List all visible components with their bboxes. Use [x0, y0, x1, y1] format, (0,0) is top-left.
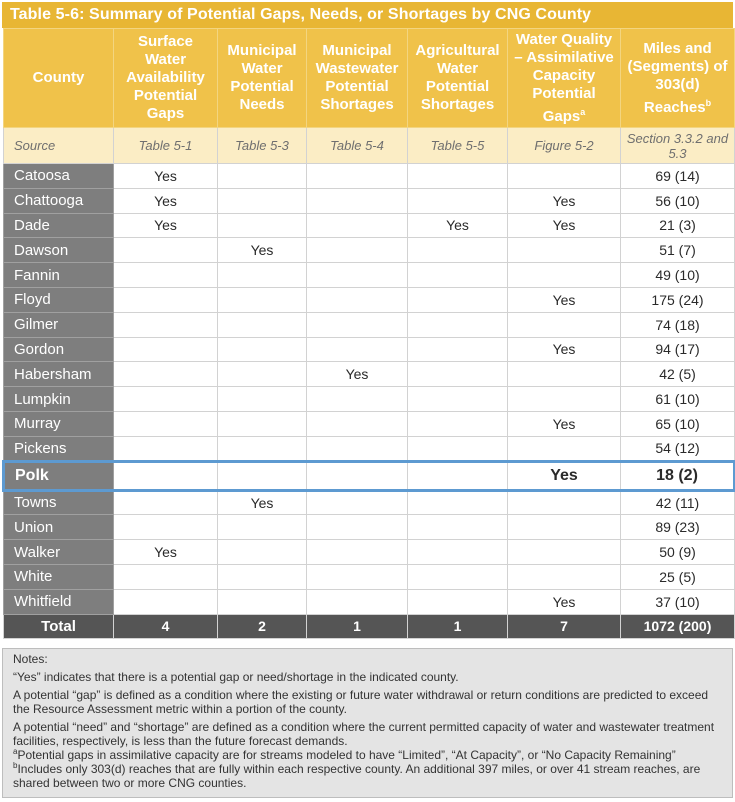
agricultural-cell: [408, 564, 508, 589]
county-name: Towns: [4, 490, 114, 515]
municipal-water-cell: [218, 337, 307, 362]
miles-segments-cell: 65 (10): [621, 411, 735, 436]
surface-water-cell: Yes: [114, 164, 218, 189]
county-name: Dade: [4, 213, 114, 238]
municipal-water-cell: [218, 312, 307, 337]
miles-segments-cell: 51 (7): [621, 238, 735, 263]
table-row: [4, 238, 735, 263]
header-row: [4, 29, 735, 128]
header-agricultural-water: Agricultural Water Potential Shortages: [408, 29, 508, 128]
wastewater-cell: [307, 564, 408, 589]
wastewater-cell: [307, 589, 408, 614]
total-cell: 2: [218, 614, 307, 638]
surface-water-cell: Yes: [114, 188, 218, 213]
water-quality-cell: [508, 436, 621, 461]
county-name: Murray: [4, 411, 114, 436]
miles-segments-cell: 18 (2): [621, 461, 735, 490]
total-cell: 4: [114, 614, 218, 638]
miles-segments-cell: 74 (18): [621, 312, 735, 337]
surface-water-cell: [114, 461, 218, 490]
municipal-water-cell: [218, 164, 307, 189]
wastewater-cell: [307, 188, 408, 213]
county-name: Polk: [4, 461, 114, 490]
surface-water-cell: [114, 337, 218, 362]
miles-segments-cell: 94 (17): [621, 337, 735, 362]
wastewater-cell: [307, 263, 408, 288]
note-line: A potential “gap” is defined as a condition where the existing or future water withdrawal or return conditions are predicted to exceed the Resource Assessment metric within a portion of the county.: [13, 688, 709, 716]
note-line: “Yes” indicates that there is a potential gap or need/shortage in the indicated county.: [13, 670, 459, 684]
table-body: [4, 164, 735, 615]
source-label: Source: [4, 128, 114, 164]
agricultural-cell: [408, 515, 508, 540]
table-row: [4, 188, 735, 213]
notes-box: [2, 648, 733, 798]
municipal-water-cell: [218, 589, 307, 614]
header-municipal-water: Municipal Water Potential Needs: [218, 29, 307, 128]
miles-segments-cell: 37 (10): [621, 589, 735, 614]
agricultural-cell: [408, 589, 508, 614]
surface-water-cell: [114, 490, 218, 515]
agricultural-cell: [408, 287, 508, 312]
agricultural-cell: [408, 411, 508, 436]
miles-segments-cell: 54 (12): [621, 436, 735, 461]
agricultural-cell: [408, 188, 508, 213]
miles-segments-cell: 50 (9): [621, 540, 735, 565]
municipal-water-cell: [218, 540, 307, 565]
municipal-water-cell: [218, 362, 307, 387]
source-cell: Section 3.3.2 and 5.3: [621, 128, 735, 164]
source-row: [4, 128, 735, 164]
municipal-water-cell: Yes: [218, 238, 307, 263]
agricultural-cell: [408, 164, 508, 189]
water-quality-cell: [508, 387, 621, 412]
miles-segments-cell: 175 (24): [621, 287, 735, 312]
water-quality-cell: [508, 164, 621, 189]
miles-segments-cell: 89 (23): [621, 515, 735, 540]
wastewater-cell: [307, 490, 408, 515]
miles-segments-cell: 69 (14): [621, 164, 735, 189]
table-row: [4, 263, 735, 288]
surface-water-cell: [114, 564, 218, 589]
wastewater-cell: [307, 213, 408, 238]
county-name: Habersham: [4, 362, 114, 387]
wastewater-cell: Yes: [307, 362, 408, 387]
table-row: [4, 411, 735, 436]
surface-water-cell: [114, 589, 218, 614]
footnote-marker-b: b: [705, 97, 712, 108]
water-quality-cell: Yes: [508, 188, 621, 213]
source-cell: Table 5-1: [114, 128, 218, 164]
footnote-b: $^b$Includes only 303(d) reaches that are fully within each respective county. An additional 397 miles, or over 41 stream reaches, are shared between two or more CNG counties.: [13, 761, 701, 790]
water-quality-cell: Yes: [508, 337, 621, 362]
municipal-water-cell: [218, 436, 307, 461]
county-name: Gilmer: [4, 312, 114, 337]
municipal-water-cell: [218, 564, 307, 589]
source-cell: Table 5-5: [408, 128, 508, 164]
surface-water-cell: [114, 312, 218, 337]
table-row: [4, 213, 735, 238]
county-name: Catoosa: [4, 164, 114, 189]
header-municipal-wastewater: Municipal Wastewater Potential Shortages: [307, 29, 408, 128]
county-name: Lumpkin: [4, 387, 114, 412]
notes-heading: Notes:: [13, 652, 48, 666]
total-cell: 1072 (200): [621, 614, 735, 638]
agricultural-cell: [408, 387, 508, 412]
table-row: [4, 337, 735, 362]
municipal-water-cell: Yes: [218, 490, 307, 515]
miles-segments-cell: 56 (10): [621, 188, 735, 213]
county-name: Floyd: [4, 287, 114, 312]
water-quality-cell: [508, 263, 621, 288]
surface-water-cell: [114, 238, 218, 263]
source-cell: Table 5-3: [218, 128, 307, 164]
agricultural-cell: [408, 312, 508, 337]
surface-water-cell: [114, 362, 218, 387]
agricultural-cell: [408, 490, 508, 515]
county-name: White: [4, 564, 114, 589]
table-row: [4, 589, 735, 614]
county-name: Whitfield: [4, 589, 114, 614]
wastewater-cell: [307, 436, 408, 461]
total-cell: 1: [307, 614, 408, 638]
municipal-water-cell: [218, 213, 307, 238]
wastewater-cell: [307, 411, 408, 436]
wastewater-cell: [307, 337, 408, 362]
county-name: Fannin: [4, 263, 114, 288]
table-row: [4, 362, 735, 387]
surface-water-cell: [114, 263, 218, 288]
county-name: Chattooga: [4, 188, 114, 213]
wastewater-cell: [307, 287, 408, 312]
wastewater-cell: [307, 387, 408, 412]
county-name: Gordon: [4, 337, 114, 362]
surface-water-cell: [114, 411, 218, 436]
agricultural-cell: [408, 461, 508, 490]
water-quality-cell: [508, 515, 621, 540]
table-row: [4, 490, 735, 515]
miles-segments-cell: 61 (10): [621, 387, 735, 412]
municipal-water-cell: [218, 411, 307, 436]
municipal-water-cell: [218, 263, 307, 288]
wastewater-cell: [307, 238, 408, 263]
footnote-a: $^a$Potential gaps in assimilative capacity are for streams modeled to have “Limited”, “At Capacity”, or “No Capacity Remaining”: [13, 747, 676, 762]
header-water-quality: Water Quality – Assimilative Capacity Potential Gaps$^a$: [508, 29, 621, 128]
agricultural-cell: [408, 263, 508, 288]
agricultural-cell: [408, 362, 508, 387]
water-quality-cell: [508, 490, 621, 515]
table-row: [4, 287, 735, 312]
header-surface-water: Surface Water Availability Potential Gaps: [114, 29, 218, 128]
wastewater-cell: [307, 515, 408, 540]
miles-segments-cell: 21 (3): [621, 213, 735, 238]
table-row: [4, 387, 735, 412]
municipal-water-cell: [218, 287, 307, 312]
surface-water-cell: [114, 387, 218, 412]
municipal-water-cell: [218, 515, 307, 540]
water-quality-cell: [508, 312, 621, 337]
miles-segments-cell: 42 (11): [621, 490, 735, 515]
water-quality-cell: Yes: [508, 411, 621, 436]
water-quality-cell: [508, 238, 621, 263]
surface-water-cell: [114, 287, 218, 312]
water-quality-cell: [508, 540, 621, 565]
water-quality-cell: Yes: [508, 461, 621, 490]
total-row: [4, 614, 735, 638]
surface-water-cell: [114, 515, 218, 540]
agricultural-cell: [408, 540, 508, 565]
table-row: [4, 540, 735, 565]
note-line: A potential “need” and “shortage” are defined as a condition where the current permitted capacity of water and wastewater treatment facilities, respectively, is less than the future forecast demands.: [13, 720, 715, 748]
water-quality-cell: Yes: [508, 589, 621, 614]
surface-water-cell: Yes: [114, 540, 218, 565]
municipal-water-cell: [218, 387, 307, 412]
miles-segments-cell: 49 (10): [621, 263, 735, 288]
county-name: Dawson: [4, 238, 114, 263]
gaps-summary-table: [2, 28, 735, 639]
agricultural-cell: [408, 337, 508, 362]
wastewater-cell: [307, 164, 408, 189]
table-row: [4, 164, 735, 189]
municipal-water-cell: [218, 188, 307, 213]
miles-segments-cell: 42 (5): [621, 362, 735, 387]
table-row: [4, 564, 735, 589]
table-row: [4, 312, 735, 337]
surface-water-cell: [114, 436, 218, 461]
miles-segments-cell: 25 (5): [621, 564, 735, 589]
total-cell: 1: [408, 614, 508, 638]
agricultural-cell: Yes: [408, 213, 508, 238]
total-label: Total: [4, 614, 114, 638]
agricultural-cell: [408, 238, 508, 263]
total-cell: 7: [508, 614, 621, 638]
county-name: Pickens: [4, 436, 114, 461]
water-quality-cell: [508, 362, 621, 387]
water-quality-cell: Yes: [508, 213, 621, 238]
source-cell: Table 5-4: [307, 128, 408, 164]
table-row: [4, 515, 735, 540]
table-title: Table 5-6: Summary of Potential Gaps, Needs, or Shortages by CNG County: [2, 2, 733, 28]
table-row: [4, 461, 735, 490]
municipal-water-cell: [218, 461, 307, 490]
water-quality-cell: Yes: [508, 287, 621, 312]
water-quality-cell: [508, 564, 621, 589]
footnote-marker-a: a: [580, 106, 586, 117]
source-cell: Figure 5-2: [508, 128, 621, 164]
surface-water-cell: Yes: [114, 213, 218, 238]
county-name: Walker: [4, 540, 114, 565]
county-name: Union: [4, 515, 114, 540]
table-row: [4, 436, 735, 461]
header-miles-segments: Miles and (Segments) of 303(d) Reaches$^b$: [621, 29, 735, 128]
wastewater-cell: [307, 540, 408, 565]
wastewater-cell: [307, 312, 408, 337]
wastewater-cell: [307, 461, 408, 490]
header-county: County: [4, 29, 114, 128]
agricultural-cell: [408, 436, 508, 461]
